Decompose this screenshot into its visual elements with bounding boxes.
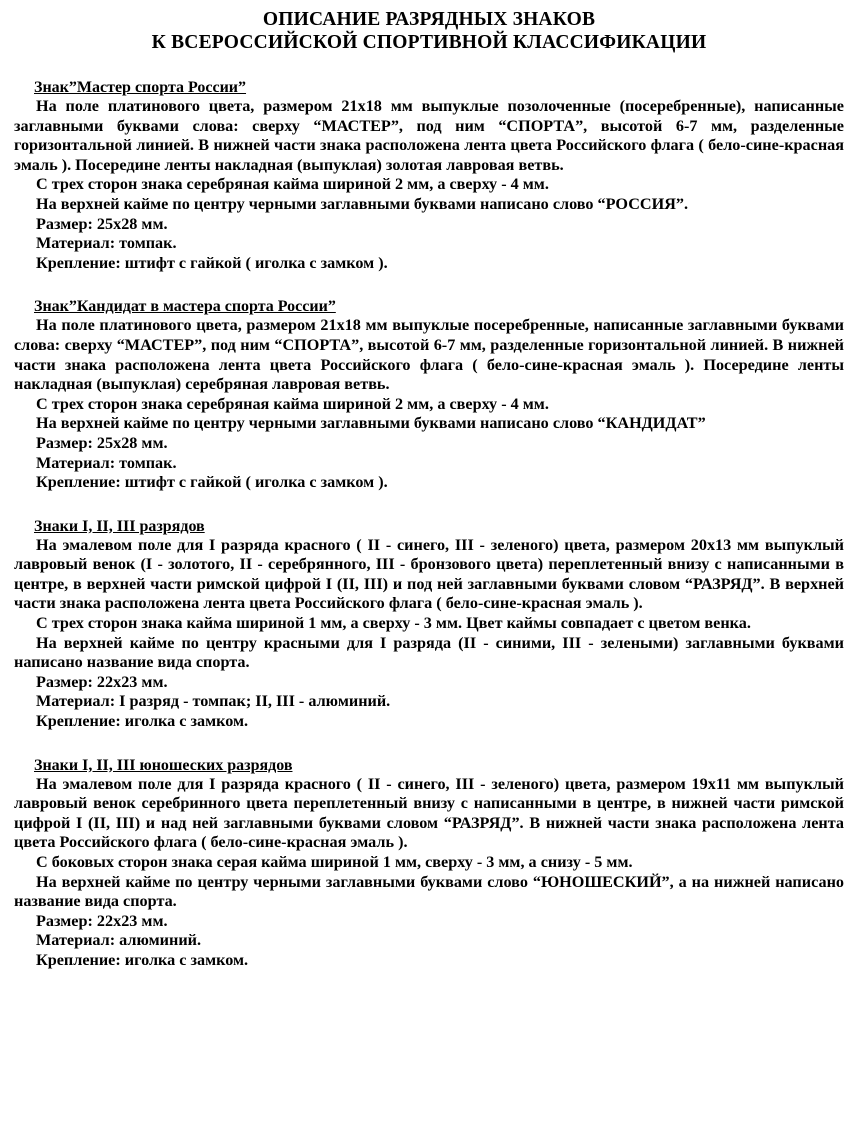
size-line: Размер: 25х28 мм. [36, 214, 168, 233]
inscription-paragraph: На верхней кайме по центру черными заглавными буквами написано слово “РОССИЯ”. [36, 194, 689, 213]
title-line-2: К ВСЕРОССИЙСКОЙ СПОРТИВНОЙ КЛАССИФИКАЦИИ [151, 32, 707, 53]
border-paragraph: С трех сторон знака серебряная кайма шириной 2 мм, а сверху - 4 мм. [36, 175, 549, 194]
border-paragraph: С боковых сторон знака серая кайма шириной 1 мм, сверху - 3 мм, а снизу - 5 мм. [36, 853, 633, 871]
inscription-paragraph: На верхней кайме по центру черными заглавными буквами слово “ЮНОШЕСКИЙ”, а на нижней написано название вида спорта. [14, 872, 844, 911]
fastening-line: Крепление: иголка с замком. [36, 950, 249, 969]
border-paragraph: С трех сторон знака кайма шириной 1 мм, а сверху - 3 мм. Цвет каймы совпадает с цветом венка. [36, 614, 751, 633]
section-master-of-sport [14, 78, 844, 273]
description-paragraph: На поле платинового цвета, размером 21х18 мм выпуклые позолоченные (посеребренные), написанные заглавными буквами слова: сверху “МАСТЕР”, под ним “СПОРТА”, высотой 6-7 мм, разделенные горизонтальной линией. В нижней части знака расположена лента цвета Российского флага ( бело-сине-красная эмаль ). Посередине ленты накладная (выпуклая) золотая лавровая ветвь. [14, 97, 844, 174]
section-heading: Знаки I, II, III юношеских разрядов [34, 756, 293, 774]
material-line: Материал: I разряд - томпак; II, III - алюминий. [36, 692, 391, 711]
section-heading: Знак”Кандидат в мастера спорта России” [34, 298, 336, 316]
size-line: Размер: 25х28 мм. [36, 433, 168, 452]
document-title [14, 8, 844, 54]
fastening-line: Крепление: штифт с гайкой ( иголка с замком ). [36, 253, 388, 272]
description-paragraph: На эмалевом поле для I разряда красного ( II - синего, III - зеленого) цвета, размером 19х11 мм выпуклый лавровый венок серебринного цвета переплетенный внизу с написанными в центре, в нижней части римской цифрой I (II, III) и над ней заглавными буквами словом “РАЗРЯД”. В нижней части знака расположена лента цвета Российского флага ( бело-сине-красная эмаль ). [14, 774, 844, 852]
material-line: Материал: томпак. [36, 234, 177, 253]
section-adult-ranks [14, 517, 844, 732]
border-paragraph: С трех сторон знака серебряная кайма шириной 2 мм, а сверху - 4 мм. [36, 394, 549, 413]
description-paragraph: На эмалевом поле для I разряда красного ( II - синего, III - зеленого) цвета, размером 20х13 мм выпуклый лавровый венок (I - золотого, II - серебрянного, III - бронзового цвета) переплетенный внизу с написанными в центре, в верхней части римской цифрой I (II, III) и под ней заглавными буквами словом “РАЗРЯД”. В верхней части знака расположена лента цвета Российского флага ( бело-сине-красная эмаль ). [14, 535, 844, 613]
inscription-paragraph: На верхней кайме по центру красными для I разряда (II - синими, III - зелеными) заглавными буквами написано название вида спорта. [14, 633, 844, 672]
section-heading: Знак”Мастер спорта России” [34, 79, 247, 96]
section-heading: Знаки I, II, III разрядов [34, 517, 205, 535]
size-line: Размер: 22х23 мм. [36, 672, 168, 691]
description-paragraph: На поле платинового цвета, размером 21х18 мм выпуклые посеребренные, написанные заглавными буквами слова: сверху “МАСТЕР”, под ним “СПОРТА”, высотой 6-7 мм, разделенные горизонтальной линией. В нижней части знака расположена лента цвета Российского флага ( бело-сине-красная эмаль ). Посередине ленты накладная (выпуклая) серебряная лавровая ветвь. [14, 316, 844, 394]
size-line: Размер: 22х23 мм. [36, 911, 168, 930]
section-youth-ranks [14, 756, 844, 971]
document-page [14, 8, 844, 995]
title-line-1: ОПИСАНИЕ РАЗРЯДНЫХ ЗНАКОВ [262, 9, 596, 30]
inscription-paragraph: На верхней кайме по центру черными заглавными буквами написано слово “КАНДИДАТ” [36, 414, 706, 433]
material-line: Материал: алюминий. [36, 931, 202, 950]
section-candidate-master [14, 297, 844, 492]
fastening-line: Крепление: иголка с замком. [36, 712, 249, 731]
material-line: Материал: томпак. [36, 453, 177, 472]
fastening-line: Крепление: штифт с гайкой ( иголка с замком ). [36, 473, 388, 492]
